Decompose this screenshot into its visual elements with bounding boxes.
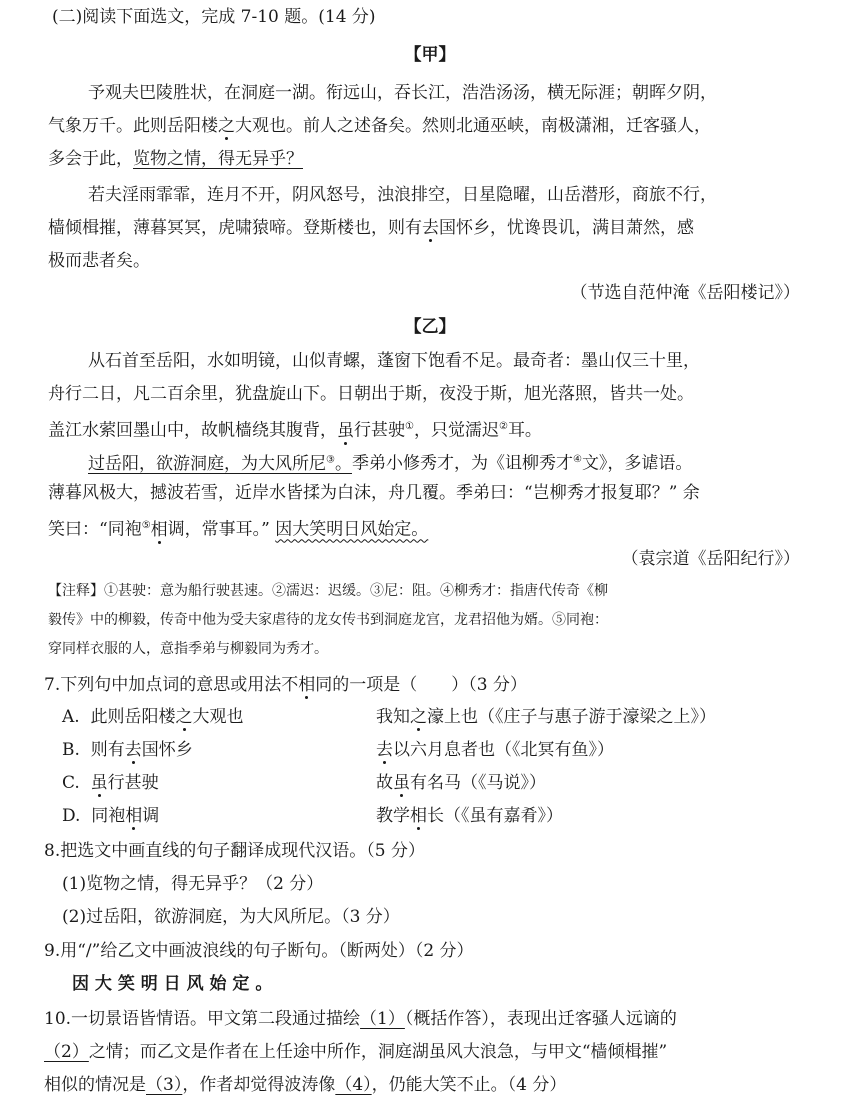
- answer-blank[interactable]: （1）: [360, 1009, 405, 1029]
- jia-line: 樯倾楫摧，薄暮冥冥，虎啸猿啼。登斯楼也，则有去国怀乡，忧谗畏讥，满目萧然，感: [48, 218, 694, 238]
- question-8-stem: 8.把选文中画直线的句子翻译成现代汉语。（5 分）: [44, 841, 425, 861]
- passage-jia-label: 【甲】: [404, 45, 456, 65]
- jia-source: （节选自范仲淹《岳阳楼记》）: [570, 283, 800, 303]
- q7-option-c-right: 故虽有名马（《马说》）: [376, 773, 546, 793]
- yi-line: 从石首至岳阳，水如明镜，山似青螺，蓬窗下饱看不足。最奇者：墨山仅三十里，: [88, 351, 700, 371]
- yi-line: 舟行二日，凡二百余里，犹盘旋山下。日朝出于斯，夜没于斯，旭光落照，皆共一处。: [48, 384, 694, 404]
- yi-source: （袁宗道《岳阳纪行》）: [621, 549, 800, 569]
- passage-yi-label: 【乙】: [404, 317, 456, 337]
- q7-option-c-left: C. 虽行甚驶: [62, 773, 159, 793]
- q7-option-a-left: A. 此则岳阳楼之大观也: [62, 707, 244, 727]
- question-9-stem: 9.用“/”给乙文中画波浪线的句子断句。（断两处）（2 分）: [44, 941, 474, 961]
- wavy-underlined-sentence: 因大笑明日风始定。: [275, 519, 429, 540]
- jia-line: 极而悲者矣。: [48, 251, 150, 271]
- jia-line: 多会于此，览物之情，得无异乎？: [48, 149, 303, 169]
- answer-blank[interactable]: （3）: [146, 1075, 183, 1095]
- yi-line: 笑曰：“同袍⑤相调，常事耳。” 因大笑明日风始定。: [48, 519, 429, 540]
- q7-option-d-right: 教学相长（《虽有嘉肴》）: [376, 806, 563, 826]
- dotted-word: 虽: [337, 420, 354, 441]
- underlined-sentence: 览物之情，得无异乎？: [133, 149, 303, 169]
- answer-blank[interactable]: （2）: [44, 1042, 89, 1062]
- notes-line: 穿同样衣服的人，意指季弟与柳毅同为秀才。: [48, 641, 328, 657]
- notes-line: 【注释】①甚驶：意为船行驶甚速。②濡迟：迟缓。③尼：阻。④柳秀才：指唐代传奇《柳: [48, 583, 608, 599]
- notes-line: 毅传》中的柳毅，传奇中他为受夫家虐待的龙女传书到洞庭龙宫，龙君招他为婿。⑤同袍：: [48, 612, 608, 628]
- question-7-stem: 7.下列句中加点词的意思或用法不相同的一项是（ ）（3 分）: [44, 675, 527, 695]
- q9-sentence: 因 大 笑 明 日 风 始 定 。: [72, 974, 273, 994]
- jia-line: 予观夫巴陵胜状，在洞庭一湖。衔远山，吞长江，浩浩汤汤，横无际涯；朝晖夕阴，: [88, 83, 717, 103]
- q8-subquestion: (2)过岳阳，欲游洞庭，为大风所尼。（3 分）: [62, 907, 400, 927]
- yi-line: 过岳阳，欲游洞庭，为大风所尼③。季弟小修秀才，为《诅柳秀才④文》，多谑语。: [88, 453, 693, 474]
- q7-option-b-left: B. 则有去国怀乡: [62, 740, 193, 760]
- answer-blank[interactable]: （4）: [335, 1075, 372, 1095]
- question-10-line: （2）之情；而乙文是作者在上任途中所作，洞庭湖虽风大浪急，与甲文“樯倾楫摧”: [44, 1042, 668, 1062]
- dotted-word: 相: [150, 519, 168, 540]
- q7-option-d-left: D. 同袍相调: [62, 806, 160, 826]
- q7-option-a-right: 我知之濠上也（《庄子与惠子游于濠梁之上》）: [376, 707, 716, 727]
- jia-line: 若夫淫雨霏霏，连月不开，阴风怒号，浊浪排空，日星隐曜，山岳潜形，商旅不行，: [88, 185, 717, 205]
- underlined-sentence: 过岳阳，欲游洞庭，为大风所尼③。: [88, 453, 352, 474]
- dotted-word: 去: [422, 218, 439, 238]
- dotted-word: 之: [218, 116, 235, 136]
- section-heading: (二)阅读下面选文，完成 7-10 题。(14 分): [52, 7, 376, 27]
- yi-line: 盖江水萦回墨山中，故帆樯绕其腹背，虽行甚驶①，只觉濡迟②耳。: [48, 420, 542, 441]
- question-10-line: 10.一切景语皆情语。甲文第二段通过描绘（1）（概括作答），表现出迁客骚人远谪的: [44, 1009, 677, 1029]
- yi-line: 薄暮风极大，撼波若雪，近岸水皆揉为白沫，舟几覆。季弟曰：“岂柳秀才报复耶？” 余: [48, 483, 700, 503]
- jia-line: 气象万千。此则岳阳楼之大观也。前人之述备矣。然则北通巫峡，南极潇湘，迁客骚人，: [48, 116, 711, 136]
- dotted-word: 不相同: [281, 675, 333, 695]
- q7-option-b-right: 去以六月息者也（《北冥有鱼》）: [376, 740, 614, 760]
- q8-subquestion: (1)览物之情，得无异乎？（2 分）: [62, 874, 324, 894]
- question-10-line: 相似的情况是（3），作者却觉得波涛像（4），仍能大笑不止。（4 分）: [44, 1075, 567, 1095]
